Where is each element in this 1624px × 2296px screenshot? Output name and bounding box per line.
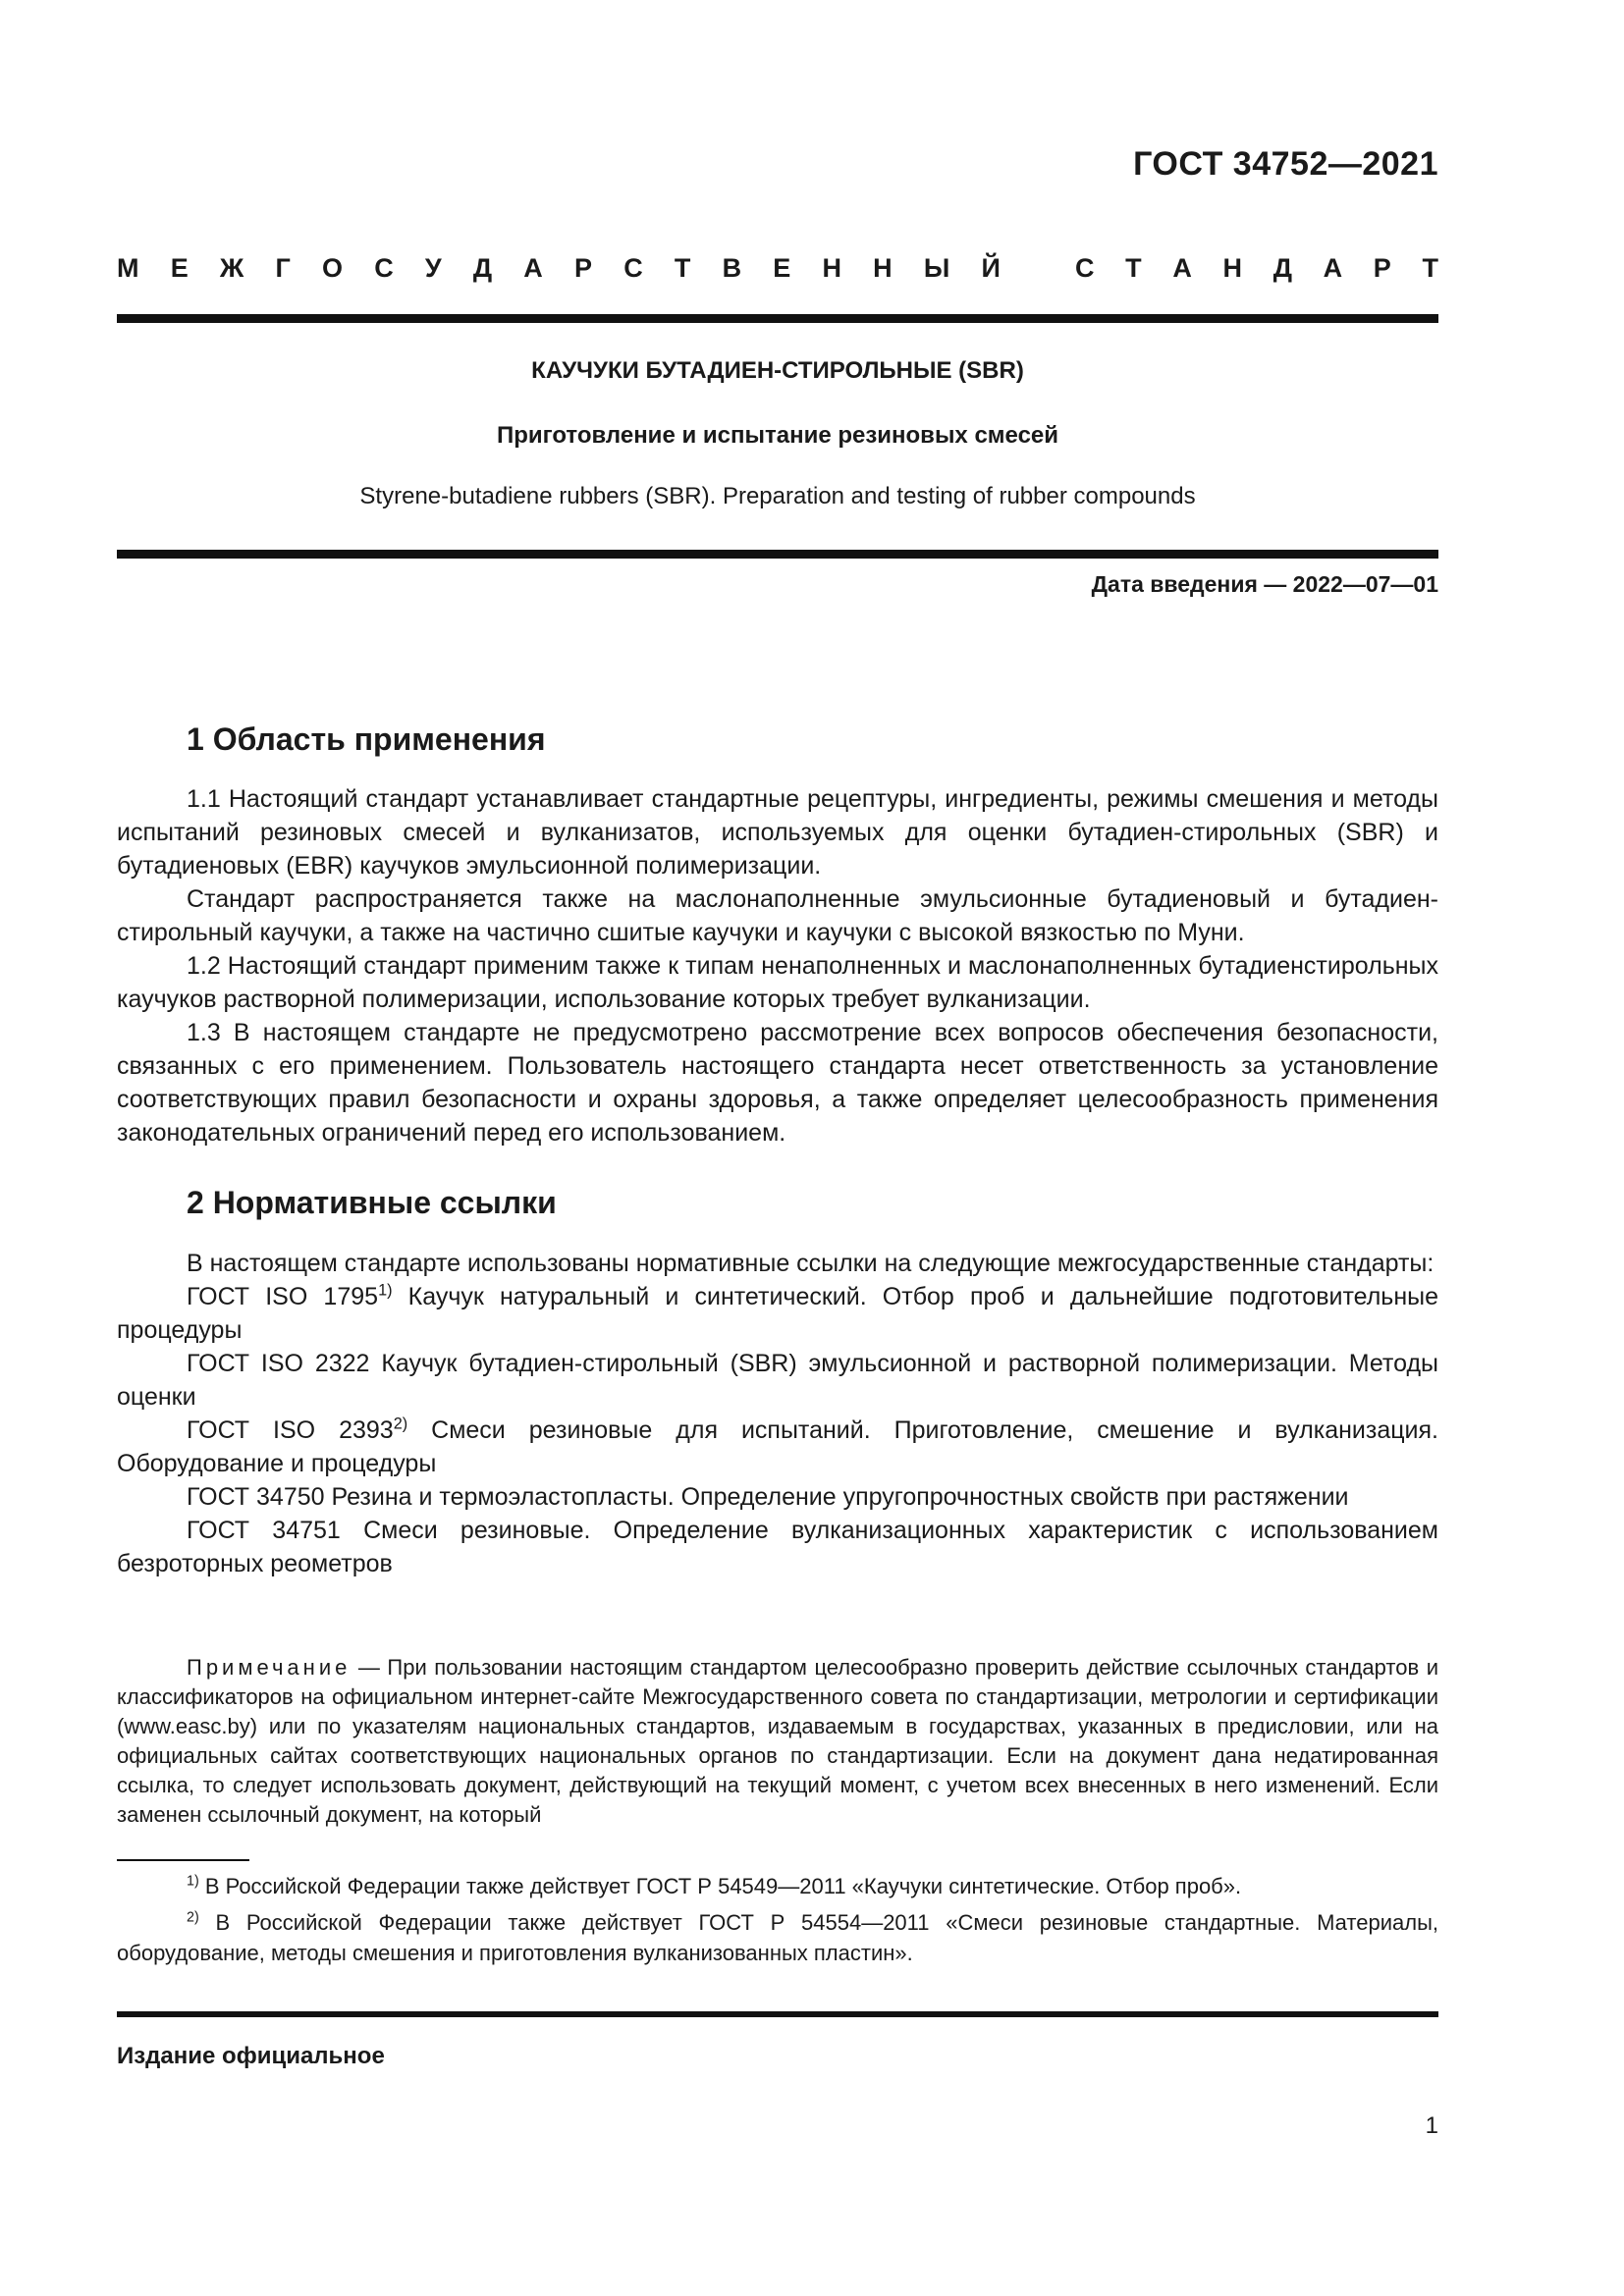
footnote-mark: 2) bbox=[187, 1909, 199, 1926]
interstate-letter: С bbox=[623, 253, 643, 283]
document-subtitle: Приготовление и испытание резиновых смесей bbox=[496, 422, 1059, 449]
document-number: ГОСТ 34752—2021 bbox=[1133, 145, 1438, 183]
interstate-letter: Ж bbox=[219, 253, 244, 283]
footnote bbox=[117, 1871, 1438, 1901]
interstate-letter: Ы bbox=[923, 253, 950, 283]
standard-letter: Н bbox=[1222, 253, 1243, 283]
interstate-letter: О bbox=[321, 253, 343, 283]
standard-letter: Т bbox=[1422, 253, 1438, 283]
standard-letter: Т bbox=[1125, 253, 1142, 283]
note-text: — При пользовании настоящим стандартом целесообразно проверить действие ссылочных стандартов и классификаторов на официальном интернет-сайте Межгосударственного совета по стандартизации, метрологии и сертификации (www.easc.by) или по указателям национальных стандартов, издаваемым в государствах, указанных в предисловии, или на официальных сайтах соответствующих национальных органов по стандартизации. Если на документ дана недатированная ссылка, то следует использовать документ, действующий на текущий момент, с учетом всех внесенных в него изменений. Если заменен ссылочный документ, на который bbox=[117, 1655, 1438, 1827]
interstate-letter: Г bbox=[275, 253, 291, 283]
footer-rule bbox=[117, 2011, 1438, 2017]
reference-code: ГОСТ 34750 bbox=[187, 1483, 325, 1511]
reference-item bbox=[117, 1347, 1438, 1414]
document-title: КАУЧУКИ БУТАДИЕН-СТИРОЛЬНЫЕ (SBR) bbox=[531, 357, 1024, 384]
footnote-text: В Российской Федерации также действует ГОСТ Р 54554—2011 «Смеси резиновые стандартные. Материалы, оборудование, методы смешения и приготовления вулканизованных пластин». bbox=[117, 1910, 1438, 1965]
interstate-letter: С bbox=[374, 253, 394, 283]
interstate-word bbox=[117, 253, 1001, 284]
interstate-letter: Н bbox=[873, 253, 893, 283]
reference-item bbox=[117, 1414, 1438, 1480]
section-heading-normative-references: 2 Нормативные ссылки bbox=[187, 1185, 557, 1220]
standard-letter: Р bbox=[1373, 253, 1391, 283]
footnote-mark: 2) bbox=[393, 1415, 408, 1433]
interstate-letter: А bbox=[523, 253, 543, 283]
paragraph: 1.2 Настоящий стандарт применим также к типам ненаполненных и маслонаполненных бутадиенстирольных каучуков растворной полимеризации, использование которых требует вулканизации. bbox=[117, 952, 1438, 1013]
footnote-separator bbox=[117, 1859, 249, 1861]
section-heading-scope: 1 Область применения bbox=[187, 721, 546, 757]
reference-code: ГОСТ ISO 1795 bbox=[187, 1283, 379, 1310]
interstate-letter: Й bbox=[981, 253, 1001, 283]
official-edition-label: Издание официальное bbox=[117, 2043, 385, 2069]
reference-title: Смеси резиновые для испытаний. Приготовление, смешение и вулканизация. Оборудование и процедуры bbox=[117, 1416, 1438, 1477]
introduction-date: Дата введения — 2022—07—01 bbox=[1091, 571, 1438, 597]
page-number: 1 bbox=[1425, 2112, 1438, 2139]
interstate-standard-banner bbox=[117, 253, 1438, 284]
standard-letter: А bbox=[1323, 253, 1343, 283]
reference-title: Каучук бутадиен-стирольный (SBR) эмульсионной и растворной полимеризации. Методы оценки bbox=[117, 1350, 1438, 1411]
section-scope-body bbox=[117, 782, 1438, 1149]
reference-code: ГОСТ ISO 2322 bbox=[187, 1350, 370, 1377]
footnote-text: В Российской Федерации также действует ГОСТ Р 54549—2011 «Каучуки синтетические. Отбор проб». bbox=[198, 1874, 1242, 1898]
interstate-letter: Н bbox=[822, 253, 841, 283]
interstate-letter: В bbox=[722, 253, 742, 283]
standard-letter: С bbox=[1075, 253, 1095, 283]
reference-title: Смеси резиновые. Определение вулканизационных характеристик с использованием безроторных реометров bbox=[117, 1517, 1438, 1577]
reference-code: ГОСТ ISO 2393 bbox=[187, 1416, 394, 1444]
reference-item bbox=[117, 1514, 1438, 1580]
interstate-letter: М bbox=[117, 253, 139, 283]
reference-title: Каучук натуральный и синтетический. Отбор проб и дальнейшие подготовительные процедуры bbox=[117, 1283, 1438, 1344]
note-label: Примечание bbox=[187, 1655, 352, 1680]
paragraph: В настоящем стандарте использованы нормативные ссылки на следующие межгосударственные стандарты: bbox=[187, 1250, 1435, 1277]
paragraph: Стандарт распространяется также на маслонаполненные эмульсионные бутадиеновый и бутадиен-стирольный каучуки, а также на частично сшитые каучуки и каучуки с высокой вязкостью по Муни. bbox=[117, 885, 1438, 946]
interstate-letter: Е bbox=[170, 253, 189, 283]
header-rule bbox=[117, 314, 1438, 323]
interstate-letter: Т bbox=[674, 253, 691, 283]
interstate-letter: У bbox=[424, 253, 442, 283]
reference-code: ГОСТ 34751 bbox=[187, 1517, 341, 1544]
standard-word bbox=[1075, 253, 1438, 284]
standard-letter: Д bbox=[1272, 253, 1292, 283]
reference-item bbox=[117, 1480, 1438, 1514]
paragraph: 1.1 Настоящий стандарт устанавливает стандартные рецептуры, ингредиенты, режимы смешения и методы испытаний резиновых смесей и вулканизатов, используемых для оценки бутадиен-стирольных (SBR) и бутадиеновых (EBR) каучуков эмульсионной полимеризации. bbox=[117, 785, 1438, 880]
footnote-mark: 1) bbox=[378, 1281, 393, 1300]
interstate-letter: Р bbox=[573, 253, 592, 283]
footnote bbox=[117, 1907, 1438, 1968]
footnote-mark: 1) bbox=[187, 1873, 199, 1890]
interstate-letter: Е bbox=[773, 253, 791, 283]
footnotes bbox=[117, 1871, 1438, 1974]
paragraph: 1.3 В настоящем стандарте не предусмотрено рассмотрение всех вопросов обеспечения безопасности, связанных с его применением. Пользователь настоящего стандарта несет ответственность за установление соответствующих правил безопасности и охраны здоровья, а также определяет целесообразность применения законодательных ограничений перед его использованием. bbox=[117, 1019, 1438, 1147]
section-references-body bbox=[117, 1247, 1438, 1580]
standard-letter: А bbox=[1172, 253, 1192, 283]
interstate-letter: Д bbox=[472, 253, 493, 283]
reference-title: Резина и термоэластопласты. Определение упругопрочностных свойств при растяжении bbox=[324, 1483, 1349, 1511]
title-rule bbox=[117, 550, 1438, 559]
document-title-english: Styrene-butadiene rubbers (SBR). Preparation and testing of rubber compounds bbox=[359, 483, 1196, 509]
note bbox=[117, 1653, 1438, 1830]
reference-item bbox=[117, 1280, 1438, 1347]
